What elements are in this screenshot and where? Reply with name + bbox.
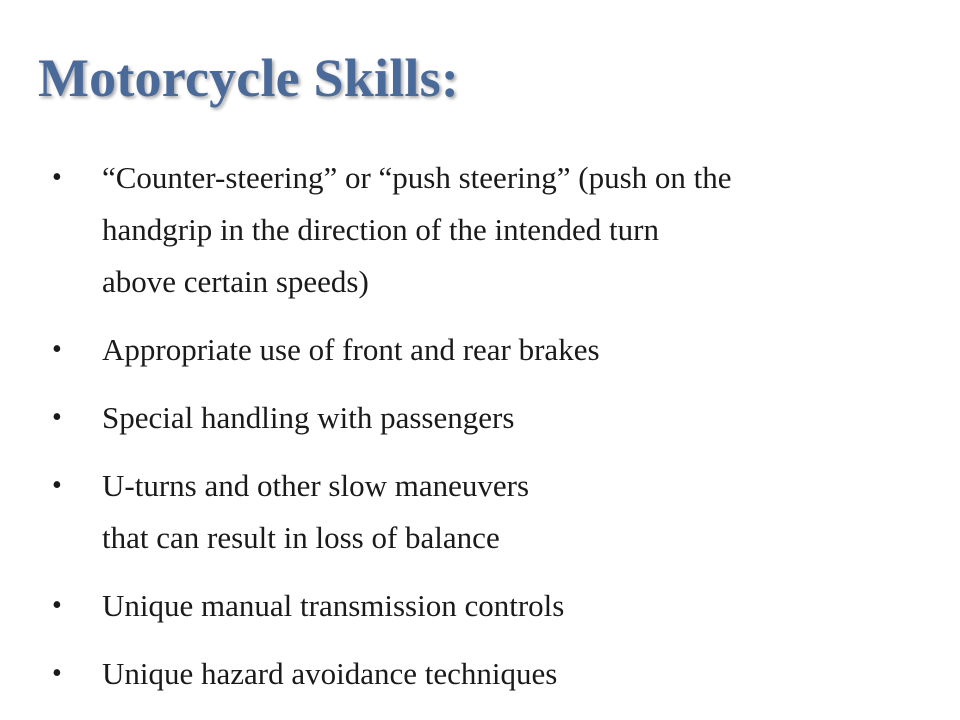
bullet-transmission (52, 580, 922, 632)
bullet-text-line: U-turns and other slow maneuvers (102, 468, 530, 503)
bullet-dot-icon: • (52, 658, 62, 689)
bullet-u-turns (52, 460, 922, 564)
bullet-text-line: Appropriate use of front and rear brakes (102, 332, 600, 367)
bullet-dot-icon: • (52, 590, 62, 621)
slide-title: Motorcycle Skills: (38, 48, 460, 108)
bullet-list (52, 152, 922, 716)
bullet-text-line: handgrip in the direction of the intended turn (102, 212, 659, 247)
bullet-text-line: Unique hazard avoidance techniques (102, 656, 558, 691)
bullet-passengers (52, 392, 922, 444)
bullet-text-line: Special handling with passengers (102, 400, 515, 435)
bullet-text-line: Unique manual transmission controls (102, 588, 565, 623)
bullet-text-line: above certain speeds) (102, 264, 369, 299)
bullet-brakes (52, 324, 922, 376)
bullet-hazard-avoidance (52, 648, 922, 700)
bullet-dot-icon: • (52, 334, 62, 365)
bullet-dot-icon: • (52, 470, 62, 501)
bullet-text-line: that can result in loss of balance (102, 520, 500, 555)
bullet-dot-icon: • (52, 162, 62, 193)
bullet-dot-icon: • (52, 402, 62, 433)
bullet-text-line: “Counter-steering” or “push steering” (push on the (102, 160, 732, 195)
bullet-counter-steering (52, 152, 922, 308)
